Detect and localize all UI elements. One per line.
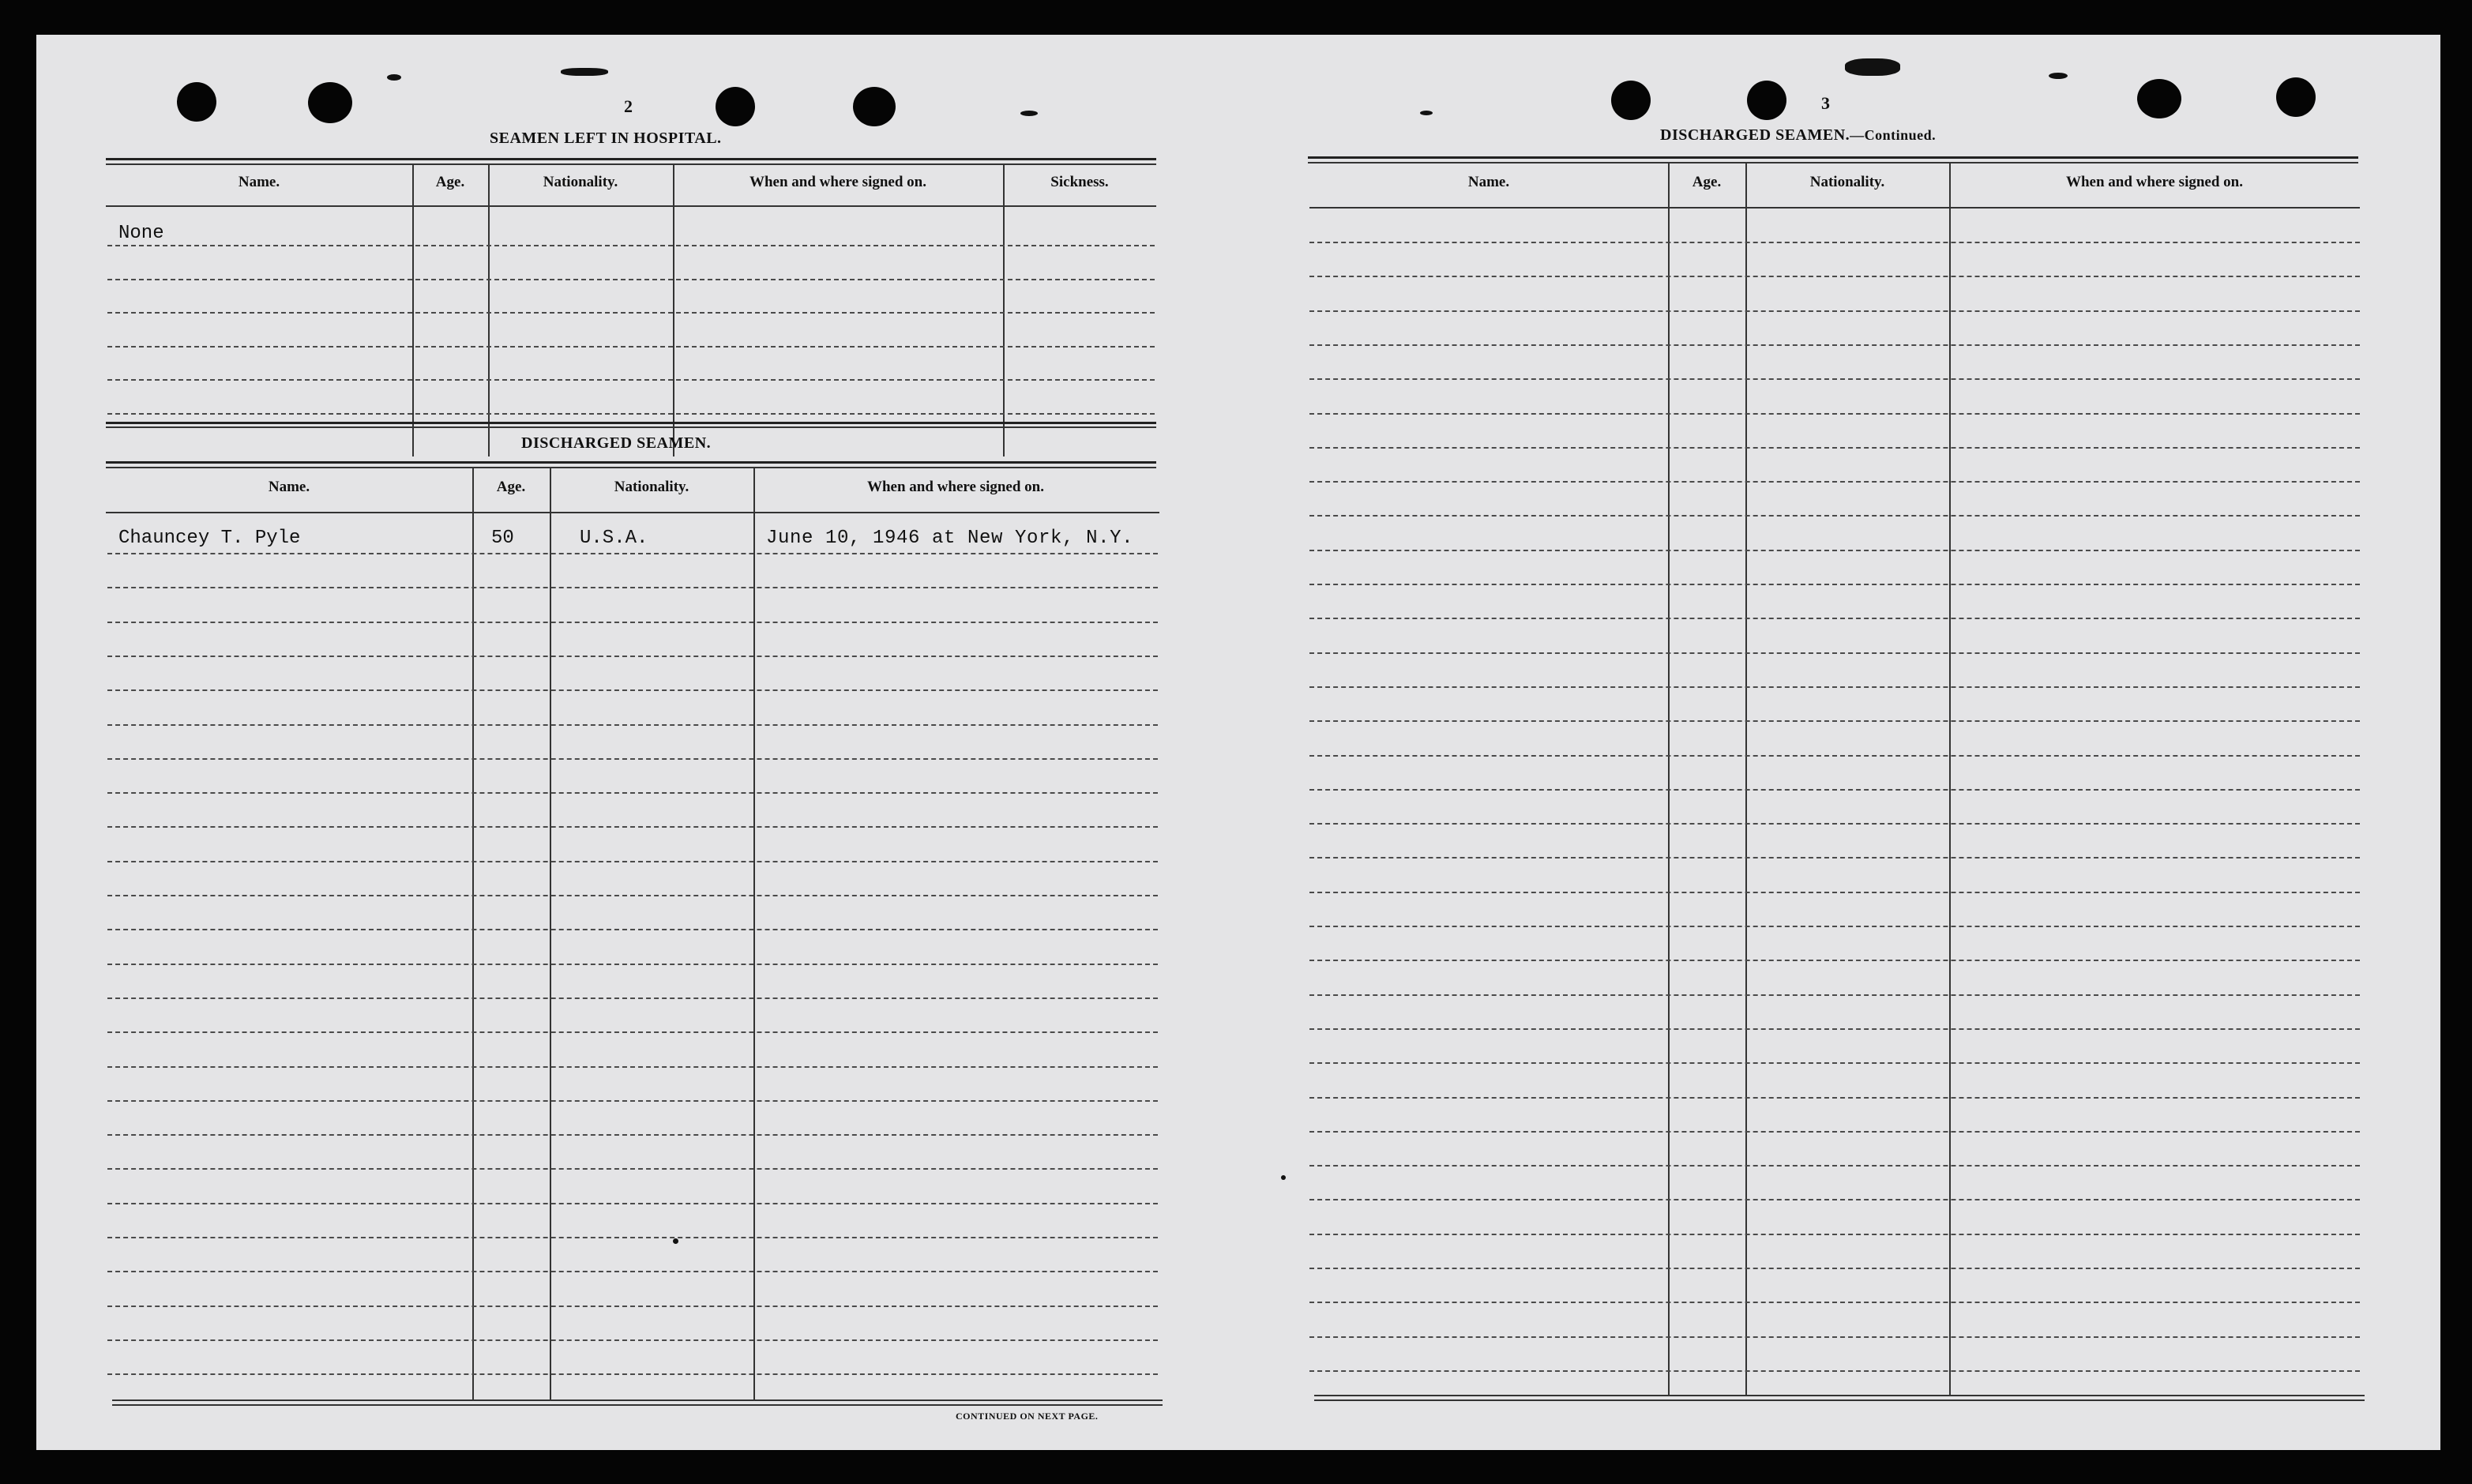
rule <box>106 163 1156 165</box>
seaman-signed-on: June 10, 1946 at New York, N.Y. <box>766 528 1134 549</box>
ruled-line <box>1309 857 2360 858</box>
ruled-line <box>107 1373 1158 1375</box>
ruled-line <box>1309 1097 2360 1099</box>
ruled-line <box>107 1271 1158 1272</box>
bottom-rule <box>1314 1399 2365 1401</box>
ruled-line <box>107 689 1158 691</box>
rule-double <box>106 461 1156 464</box>
document-sheet <box>36 35 2440 1450</box>
discharged-continued-title <box>1660 126 1936 145</box>
rule-double <box>106 422 1156 424</box>
ruled-line <box>1309 823 2360 825</box>
ruled-line <box>107 553 1158 554</box>
ruled-line <box>107 587 1158 588</box>
ruled-line <box>107 1339 1158 1341</box>
rule <box>106 426 1156 428</box>
ruled-line <box>1309 1336 2360 1338</box>
header-name: Name. <box>268 479 310 495</box>
punch-hole <box>2276 77 2316 117</box>
punch-hole <box>177 82 216 122</box>
ruled-line <box>1309 960 2360 961</box>
ruled-line <box>1309 447 2360 449</box>
ruled-line <box>107 1031 1158 1033</box>
hospital-section-title: SEAMEN LEFT IN HOSPITAL. <box>490 130 722 147</box>
ruled-line <box>1309 242 2360 243</box>
ruled-line <box>107 895 1158 896</box>
header-nationality: Nationality. <box>543 174 618 190</box>
ruled-line <box>1309 378 2360 380</box>
ruled-line <box>1309 892 2360 893</box>
ruled-line <box>1309 1165 2360 1167</box>
header-signed-on: When and where signed on. <box>749 174 926 190</box>
ruled-line <box>1309 413 2360 415</box>
discharged-section-title: DISCHARGED SEAMEN. <box>521 434 712 452</box>
ruled-line <box>1309 1302 2360 1303</box>
header-signed-on: When and where signed on. <box>2065 174 2243 190</box>
ruled-line <box>1309 1028 2360 1030</box>
ruled-line <box>107 379 1155 381</box>
hospital-entry-name: None <box>118 223 164 244</box>
header-age: Age. <box>496 479 526 495</box>
seaman-name: Chauncey T. Pyle <box>118 528 301 549</box>
ruled-line <box>107 826 1158 828</box>
ruled-line <box>1309 994 2360 996</box>
ruled-line <box>107 312 1155 314</box>
ruled-line <box>107 622 1158 623</box>
ruled-line <box>1309 1268 2360 1269</box>
ruled-line <box>1309 481 2360 483</box>
punch-hole <box>716 87 755 126</box>
ruled-line <box>107 1168 1158 1170</box>
rule-double <box>106 158 1156 160</box>
ruled-line <box>1309 1199 2360 1200</box>
ruled-line <box>107 1134 1158 1136</box>
column-divider <box>1949 163 1951 1395</box>
bottom-rule <box>112 1404 1163 1406</box>
ruled-line <box>107 1203 1158 1204</box>
ink-speck <box>561 68 608 76</box>
header-age: Age. <box>1692 174 1722 190</box>
ink-speck <box>1420 111 1433 115</box>
header-nationality: Nationality. <box>1809 174 1885 190</box>
continued-suffix: —Continued. <box>1850 127 1937 143</box>
discharged-continued-title-text: DISCHARGED SEAMEN. <box>1660 126 1850 144</box>
ink-speck <box>673 1238 678 1244</box>
ruled-line <box>1309 310 2360 312</box>
ink-speck <box>1281 1175 1286 1180</box>
seaman-nationality: U.S.A. <box>580 528 648 549</box>
ruled-line <box>1309 344 2360 346</box>
ruled-line <box>107 413 1155 415</box>
header-rule <box>1309 207 2360 209</box>
continued-note: CONTINUED ON NEXT PAGE. <box>956 1411 1099 1422</box>
punch-hole <box>1747 81 1786 120</box>
ruled-line <box>107 279 1155 280</box>
column-divider <box>550 468 551 1399</box>
header-signed-on: When and where signed on. <box>866 479 1044 495</box>
bottom-rule <box>1314 1395 2365 1396</box>
rule <box>106 467 1156 468</box>
ruled-line <box>107 1066 1158 1068</box>
column-divider <box>1745 163 1747 1395</box>
ruled-line <box>107 758 1158 760</box>
ruled-line <box>1309 1234 2360 1235</box>
page-number: 2 <box>624 96 633 116</box>
header-rule <box>106 205 1156 207</box>
ruled-line <box>107 929 1158 930</box>
ruled-line <box>1309 652 2360 654</box>
ruled-line <box>1309 1062 2360 1064</box>
ruled-line <box>107 792 1158 794</box>
ruled-line <box>107 1237 1158 1238</box>
ruled-line <box>1309 720 2360 722</box>
ruled-line <box>1309 926 2360 927</box>
punch-hole <box>1611 81 1651 120</box>
punch-hole <box>308 82 352 123</box>
column-divider <box>1668 163 1670 1395</box>
punch-hole <box>2137 79 2181 118</box>
ruled-line <box>107 346 1155 348</box>
ruled-line <box>107 1306 1158 1307</box>
rule <box>1308 162 2358 163</box>
header-nationality: Nationality. <box>614 479 689 495</box>
header-name: Name. <box>238 174 280 190</box>
ink-speck <box>1845 58 1900 76</box>
seaman-age: 50 <box>491 528 514 549</box>
header-name: Name. <box>1467 174 1510 190</box>
ruled-line <box>1309 515 2360 517</box>
ink-speck <box>387 74 401 81</box>
header-rule <box>106 512 1159 513</box>
ink-speck <box>1020 111 1038 116</box>
ruled-line <box>1309 584 2360 585</box>
column-divider <box>472 468 474 1399</box>
header-sickness: Sickness. <box>1050 174 1109 190</box>
ruled-line <box>107 245 1155 246</box>
rule-double <box>1308 156 2358 159</box>
ruled-line <box>107 1100 1158 1102</box>
ruled-line <box>107 964 1158 965</box>
bottom-rule <box>112 1399 1163 1401</box>
ruled-line <box>1309 789 2360 791</box>
ruled-line <box>1309 618 2360 619</box>
ruled-line <box>107 997 1158 999</box>
ruled-line <box>1309 755 2360 757</box>
ruled-line <box>107 724 1158 726</box>
column-divider <box>753 468 755 1399</box>
ruled-line <box>107 861 1158 862</box>
ink-speck <box>2049 73 2068 79</box>
ruled-line <box>1309 1131 2360 1133</box>
page-number: 3 <box>1821 93 1830 113</box>
ruled-line <box>107 656 1158 657</box>
ruled-line <box>1309 1370 2360 1372</box>
ruled-line <box>1309 686 2360 688</box>
punch-hole <box>853 87 896 126</box>
header-age: Age. <box>435 174 465 190</box>
ruled-line <box>1309 276 2360 277</box>
ruled-line <box>1309 550 2360 551</box>
